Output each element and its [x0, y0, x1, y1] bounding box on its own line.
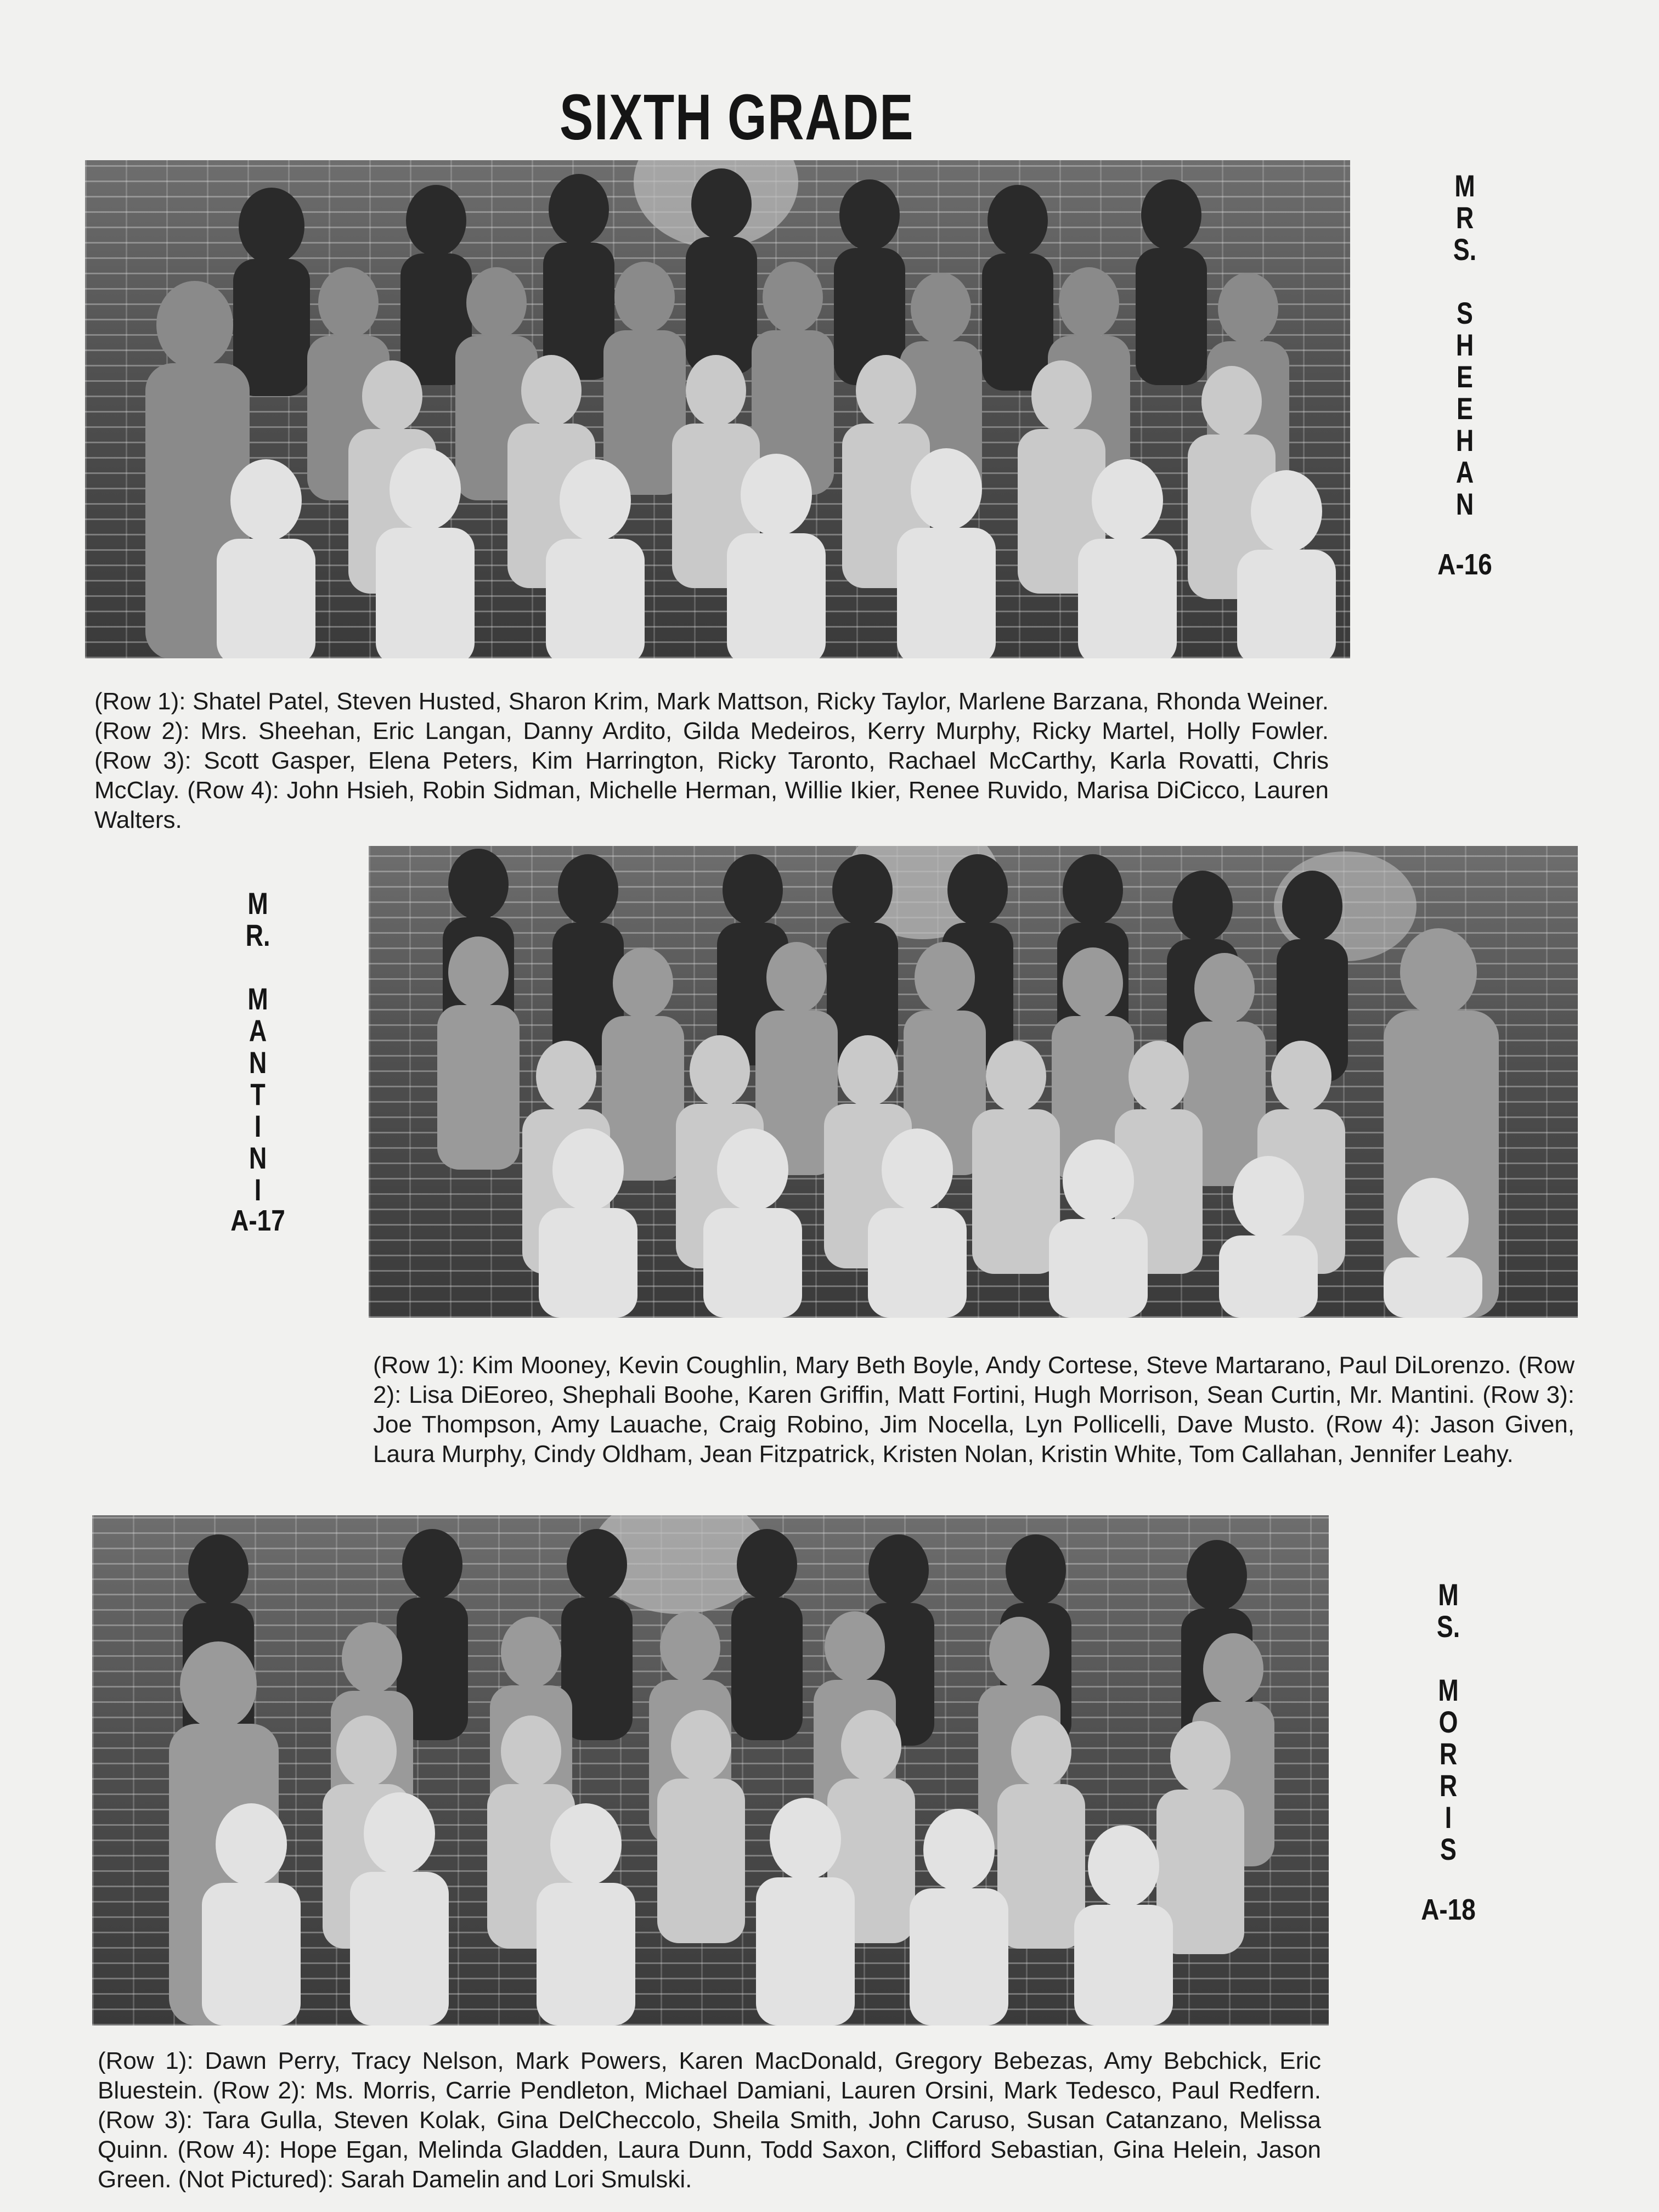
group-photo-silhouettes: [85, 160, 1350, 658]
room-number: A-18: [1421, 1893, 1476, 1926]
teacher-name: M R. M A N T I N I: [245, 886, 270, 1207]
caption-text: (Row 1): Dawn Perry, Tracy Nelson, Mark Powers, Karen MacDonald, Gregory Bebezas, Amy Bebchick, Eric Bluestein. (Row 2): Ms. Morris, Carrie Pendleton, Michael Damiani, Lauren Orsini, Mark Tedesco, Paul Redfern. (Row 3): Tara Gulla, Steven Kolak, Gina DelCheccolo, Sheila Smith, John Caruso, Susan Catanzano, Melissa Quinn. (Row 4): Hope Egan, Melinda Gladden, Laura Dunn, Todd Saxon, Clifford Sebastian, Gina Helein, Jason Green. (Not Pictured): Sarah Damelin and Lori Smulski.: [98, 2047, 1321, 2193]
teacher-label-mantini: [214, 888, 302, 1235]
class-photo-morris: [92, 1515, 1329, 2025]
teacher-label-morris: [1404, 1579, 1492, 1925]
class-caption-mantini: [373, 1351, 1575, 1469]
group-photo-silhouettes: [369, 846, 1578, 1318]
room-number: A-17: [230, 1204, 285, 1237]
room-number: A-16: [1437, 548, 1492, 581]
caption-text: (Row 1): Shatel Patel, Steven Husted, Sharon Krim, Mark Mattson, Ricky Taylor, Marlene Barzana, Rhonda Weiner. (Row 2): Mrs. Sheehan, Eric Langan, Danny Ardito, Gilda Medeiros, Kerry Murphy, Ricky Martel, Holly Fowler. (Row 3): Scott Gasper, Elena Peters, Kim Harrington, Ricky Taronto, Rachael McCarthy, Karla Rovatti, Chris McClay. (Row 4): John Hsieh, Robin Sidman, Michelle Herman, Willie Ikier, Renee Ruvido, Marisa DiCicco, Lauren Walters.: [94, 688, 1329, 833]
teacher-name: M R S. S H E E H A N: [1453, 168, 1477, 521]
class-caption-morris: [98, 2046, 1321, 2194]
class-photo-mantini: [369, 846, 1578, 1318]
teacher-name: M S. M O R R I S: [1436, 1577, 1460, 1866]
caption-text: (Row 1): Kim Mooney, Kevin Coughlin, Mary Beth Boyle, Andy Cortese, Steve Martarano, Paul DiLorenzo. (Row 2): Lisa DiEoreo, Shephali Boohe, Karen Griffin, Matt Fortini, Hugh Morrison, Sean Curtin, Mr. Mantini. (Row 3): Joe Thompson, Amy Lauache, Craig Robino, Jim Nocella, Lyn Pollicelli, Dave Musto. (Row 4): Jason Given, Laura Murphy, Cindy Oldham, Jean Fitzpatrick, Kristen Nolan, Kristin White, Tom Callahan, Jennifer Leahy.: [373, 1352, 1575, 1468]
teacher-label-sheehan: [1421, 170, 1509, 579]
class-caption-sheehan: [94, 687, 1329, 835]
group-photo-silhouettes: [92, 1515, 1329, 2025]
page-title: SIXTH GRADE: [560, 81, 915, 154]
class-photo-sheehan: [85, 160, 1350, 658]
